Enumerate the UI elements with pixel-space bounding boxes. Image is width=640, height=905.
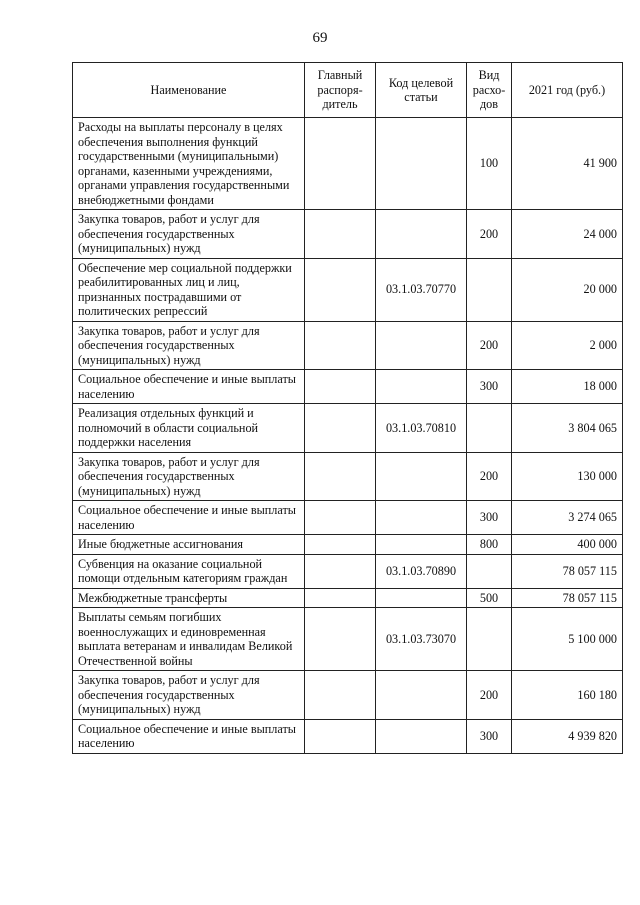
- row-admin: [305, 118, 376, 210]
- row-name: Иные бюджетные ассигнования: [73, 535, 305, 555]
- row-type: [467, 608, 512, 671]
- header-name: Наименование: [73, 63, 305, 118]
- row-type: 300: [467, 719, 512, 753]
- row-code: 03.1.03.70810: [376, 404, 467, 453]
- table-row: [73, 210, 623, 259]
- row-amount: 160 180: [512, 671, 623, 720]
- header-type: Вид расхо-дов: [467, 63, 512, 118]
- row-type: [467, 554, 512, 588]
- row-name: Субвенция на оказание социальной помощи отдельным категориям граждан: [73, 554, 305, 588]
- page-number: 69: [312, 30, 328, 46]
- row-admin: [305, 719, 376, 753]
- row-admin: [305, 404, 376, 453]
- row-code: [376, 719, 467, 753]
- table-row: [73, 535, 623, 555]
- row-amount: 4 939 820: [512, 719, 623, 753]
- row-type: 200: [467, 321, 512, 370]
- row-name: Закупка товаров, работ и услуг для обеспечения государственных (муниципальных) нужд: [73, 321, 305, 370]
- row-admin: [305, 535, 376, 555]
- table-row: [73, 501, 623, 535]
- row-code: [376, 501, 467, 535]
- table-row: [73, 404, 623, 453]
- row-name: Межбюджетные трансферты: [73, 588, 305, 608]
- row-admin: [305, 370, 376, 404]
- row-name: Выплаты семьям погибших военнослужащих и единовременная выплата ветеранам и инвалидам Великой Отечественной войны: [73, 608, 305, 671]
- row-amount: 5 100 000: [512, 608, 623, 671]
- row-amount: 20 000: [512, 258, 623, 321]
- row-code: [376, 118, 467, 210]
- row-admin: [305, 608, 376, 671]
- table-header-row: [73, 63, 623, 118]
- row-type: [467, 258, 512, 321]
- table-row: [73, 370, 623, 404]
- row-name: Расходы на выплаты персоналу в целях обеспечения выполнения функций государственными (муниципальными) органами, казенными учреждениями, органами управления государственными внебюджетными фондами: [73, 118, 305, 210]
- row-code: [376, 321, 467, 370]
- table-row: [73, 258, 623, 321]
- row-code: [376, 452, 467, 501]
- header-admin: Главный распоря-дитель: [305, 63, 376, 118]
- row-type: 200: [467, 452, 512, 501]
- row-amount: 78 057 115: [512, 554, 623, 588]
- row-code: [376, 588, 467, 608]
- row-name: Социальное обеспечение и иные выплаты населению: [73, 501, 305, 535]
- row-admin: [305, 258, 376, 321]
- row-name: Закупка товаров, работ и услуг для обеспечения государственных (муниципальных) нужд: [73, 452, 305, 501]
- header-amount: 2021 год (руб.): [512, 63, 623, 118]
- row-type: 300: [467, 370, 512, 404]
- table-row: [73, 554, 623, 588]
- row-code: 03.1.03.73070: [376, 608, 467, 671]
- row-admin: [305, 321, 376, 370]
- row-type: [467, 404, 512, 453]
- row-name: Закупка товаров, работ и услуг для обеспечения государственных (муниципальных) нужд: [73, 210, 305, 259]
- row-type: 100: [467, 118, 512, 210]
- row-code: 03.1.03.70770: [376, 258, 467, 321]
- row-type: 200: [467, 210, 512, 259]
- table-row: [73, 118, 623, 210]
- row-name: Закупка товаров, работ и услуг для обеспечения государственных (муниципальных) нужд: [73, 671, 305, 720]
- row-admin: [305, 588, 376, 608]
- row-code: [376, 370, 467, 404]
- row-admin: [305, 452, 376, 501]
- row-code: 03.1.03.70890: [376, 554, 467, 588]
- table-row: [73, 671, 623, 720]
- row-name: Обеспечение мер социальной поддержки реабилитированных лиц и лиц, признанных пострадавшими от политических репрессий: [73, 258, 305, 321]
- row-amount: 3 804 065: [512, 404, 623, 453]
- row-amount: 78 057 115: [512, 588, 623, 608]
- row-amount: 3 274 065: [512, 501, 623, 535]
- row-code: [376, 535, 467, 555]
- row-code: [376, 671, 467, 720]
- row-admin: [305, 671, 376, 720]
- row-code: [376, 210, 467, 259]
- budget-table: [72, 62, 623, 754]
- row-type: 300: [467, 501, 512, 535]
- row-type: 200: [467, 671, 512, 720]
- table-row: [73, 452, 623, 501]
- row-name: Социальное обеспечение и иные выплаты населению: [73, 370, 305, 404]
- table-row: [73, 588, 623, 608]
- row-amount: 18 000: [512, 370, 623, 404]
- row-type: 800: [467, 535, 512, 555]
- row-admin: [305, 501, 376, 535]
- table-row: [73, 719, 623, 753]
- row-amount: 130 000: [512, 452, 623, 501]
- row-admin: [305, 210, 376, 259]
- row-name: Социальное обеспечение и иные выплаты населению: [73, 719, 305, 753]
- header-code: Код целевой статьи: [376, 63, 467, 118]
- row-amount: 24 000: [512, 210, 623, 259]
- row-amount: 41 900: [512, 118, 623, 210]
- row-admin: [305, 554, 376, 588]
- row-amount: 2 000: [512, 321, 623, 370]
- table-row: [73, 608, 623, 671]
- row-amount: 400 000: [512, 535, 623, 555]
- row-name: Реализация отдельных функций и полномочий в области социальной поддержки населения: [73, 404, 305, 453]
- table-row: [73, 321, 623, 370]
- row-type: 500: [467, 588, 512, 608]
